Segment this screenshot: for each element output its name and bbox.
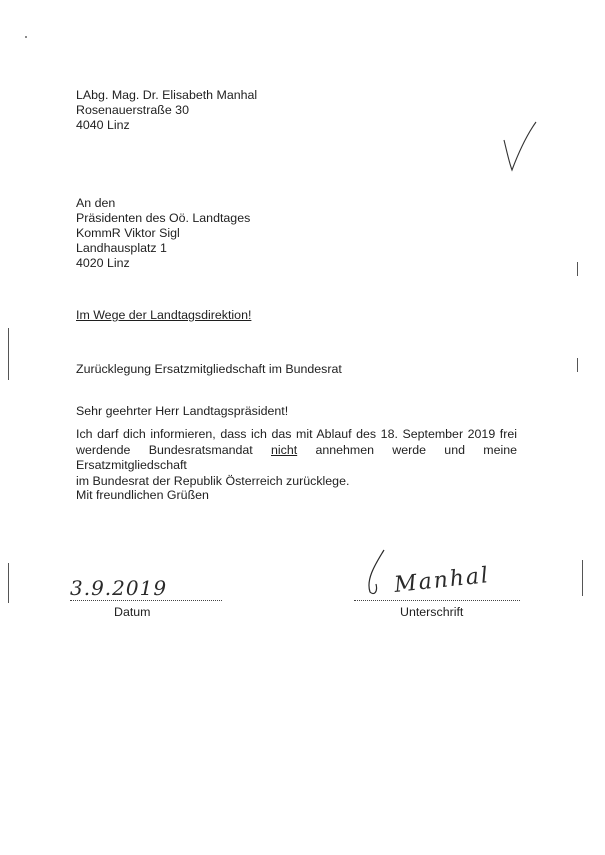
recipient-line-4: Landhausplatz 1 <box>76 241 167 255</box>
letter-body <box>76 427 517 489</box>
right-edge-mark-2 <box>577 358 578 372</box>
date-label: Datum <box>114 605 151 619</box>
body-line-1: Ich darf dich informieren, dass ich das mit Ablauf des 18. September 2019 frei <box>76 427 517 441</box>
sender-name: LAbg. Mag. Dr. Elisabeth Manhal <box>76 88 258 102</box>
subject-line: Zurücklegung Ersatzmitgliedschaft im Bundesrat <box>76 362 342 376</box>
salutation: Sehr geehrter Herr Landtagspräsident! <box>76 404 289 418</box>
routing-note: Im Wege der Landtagsdirektion! <box>76 308 252 322</box>
sender-street: Rosenauerstraße 30 <box>76 103 189 117</box>
right-edge-mark-1 <box>577 262 578 276</box>
signature-stroke-icon <box>362 548 402 598</box>
left-edge-mark-1 <box>8 328 9 380</box>
closing: Mit freundlichen Grüßen <box>76 488 209 502</box>
handwritten-signature: Manhal <box>392 563 492 598</box>
signature-dotted-line <box>354 600 520 601</box>
date-dotted-line <box>70 600 222 601</box>
recipient-line-2: Präsidenten des Oö. Landtages <box>76 211 251 225</box>
recipient-line-5: 4020 Linz <box>76 256 130 270</box>
recipient-line-3: KommR Viktor Sigl <box>76 226 180 240</box>
signature-label: Unterschrift <box>400 605 464 619</box>
left-edge-mark-2 <box>8 563 9 603</box>
scan-speck <box>25 36 27 38</box>
checkmark-icon <box>500 118 540 178</box>
recipient-line-1: An den <box>76 196 116 210</box>
handwritten-date: 3.9.2019 <box>70 576 168 600</box>
right-edge-mark-3 <box>582 560 583 596</box>
body-line-2: werdende Bundesratsmandat nicht annehmen werde und meine Ersatzmitgliedschaft <box>76 442 517 472</box>
sender-city: 4040 Linz <box>76 118 130 132</box>
emphasis-nicht: nicht <box>270 442 298 457</box>
body-line-3: im Bundesrat der Republik Österreich zurücklege. <box>76 473 350 488</box>
